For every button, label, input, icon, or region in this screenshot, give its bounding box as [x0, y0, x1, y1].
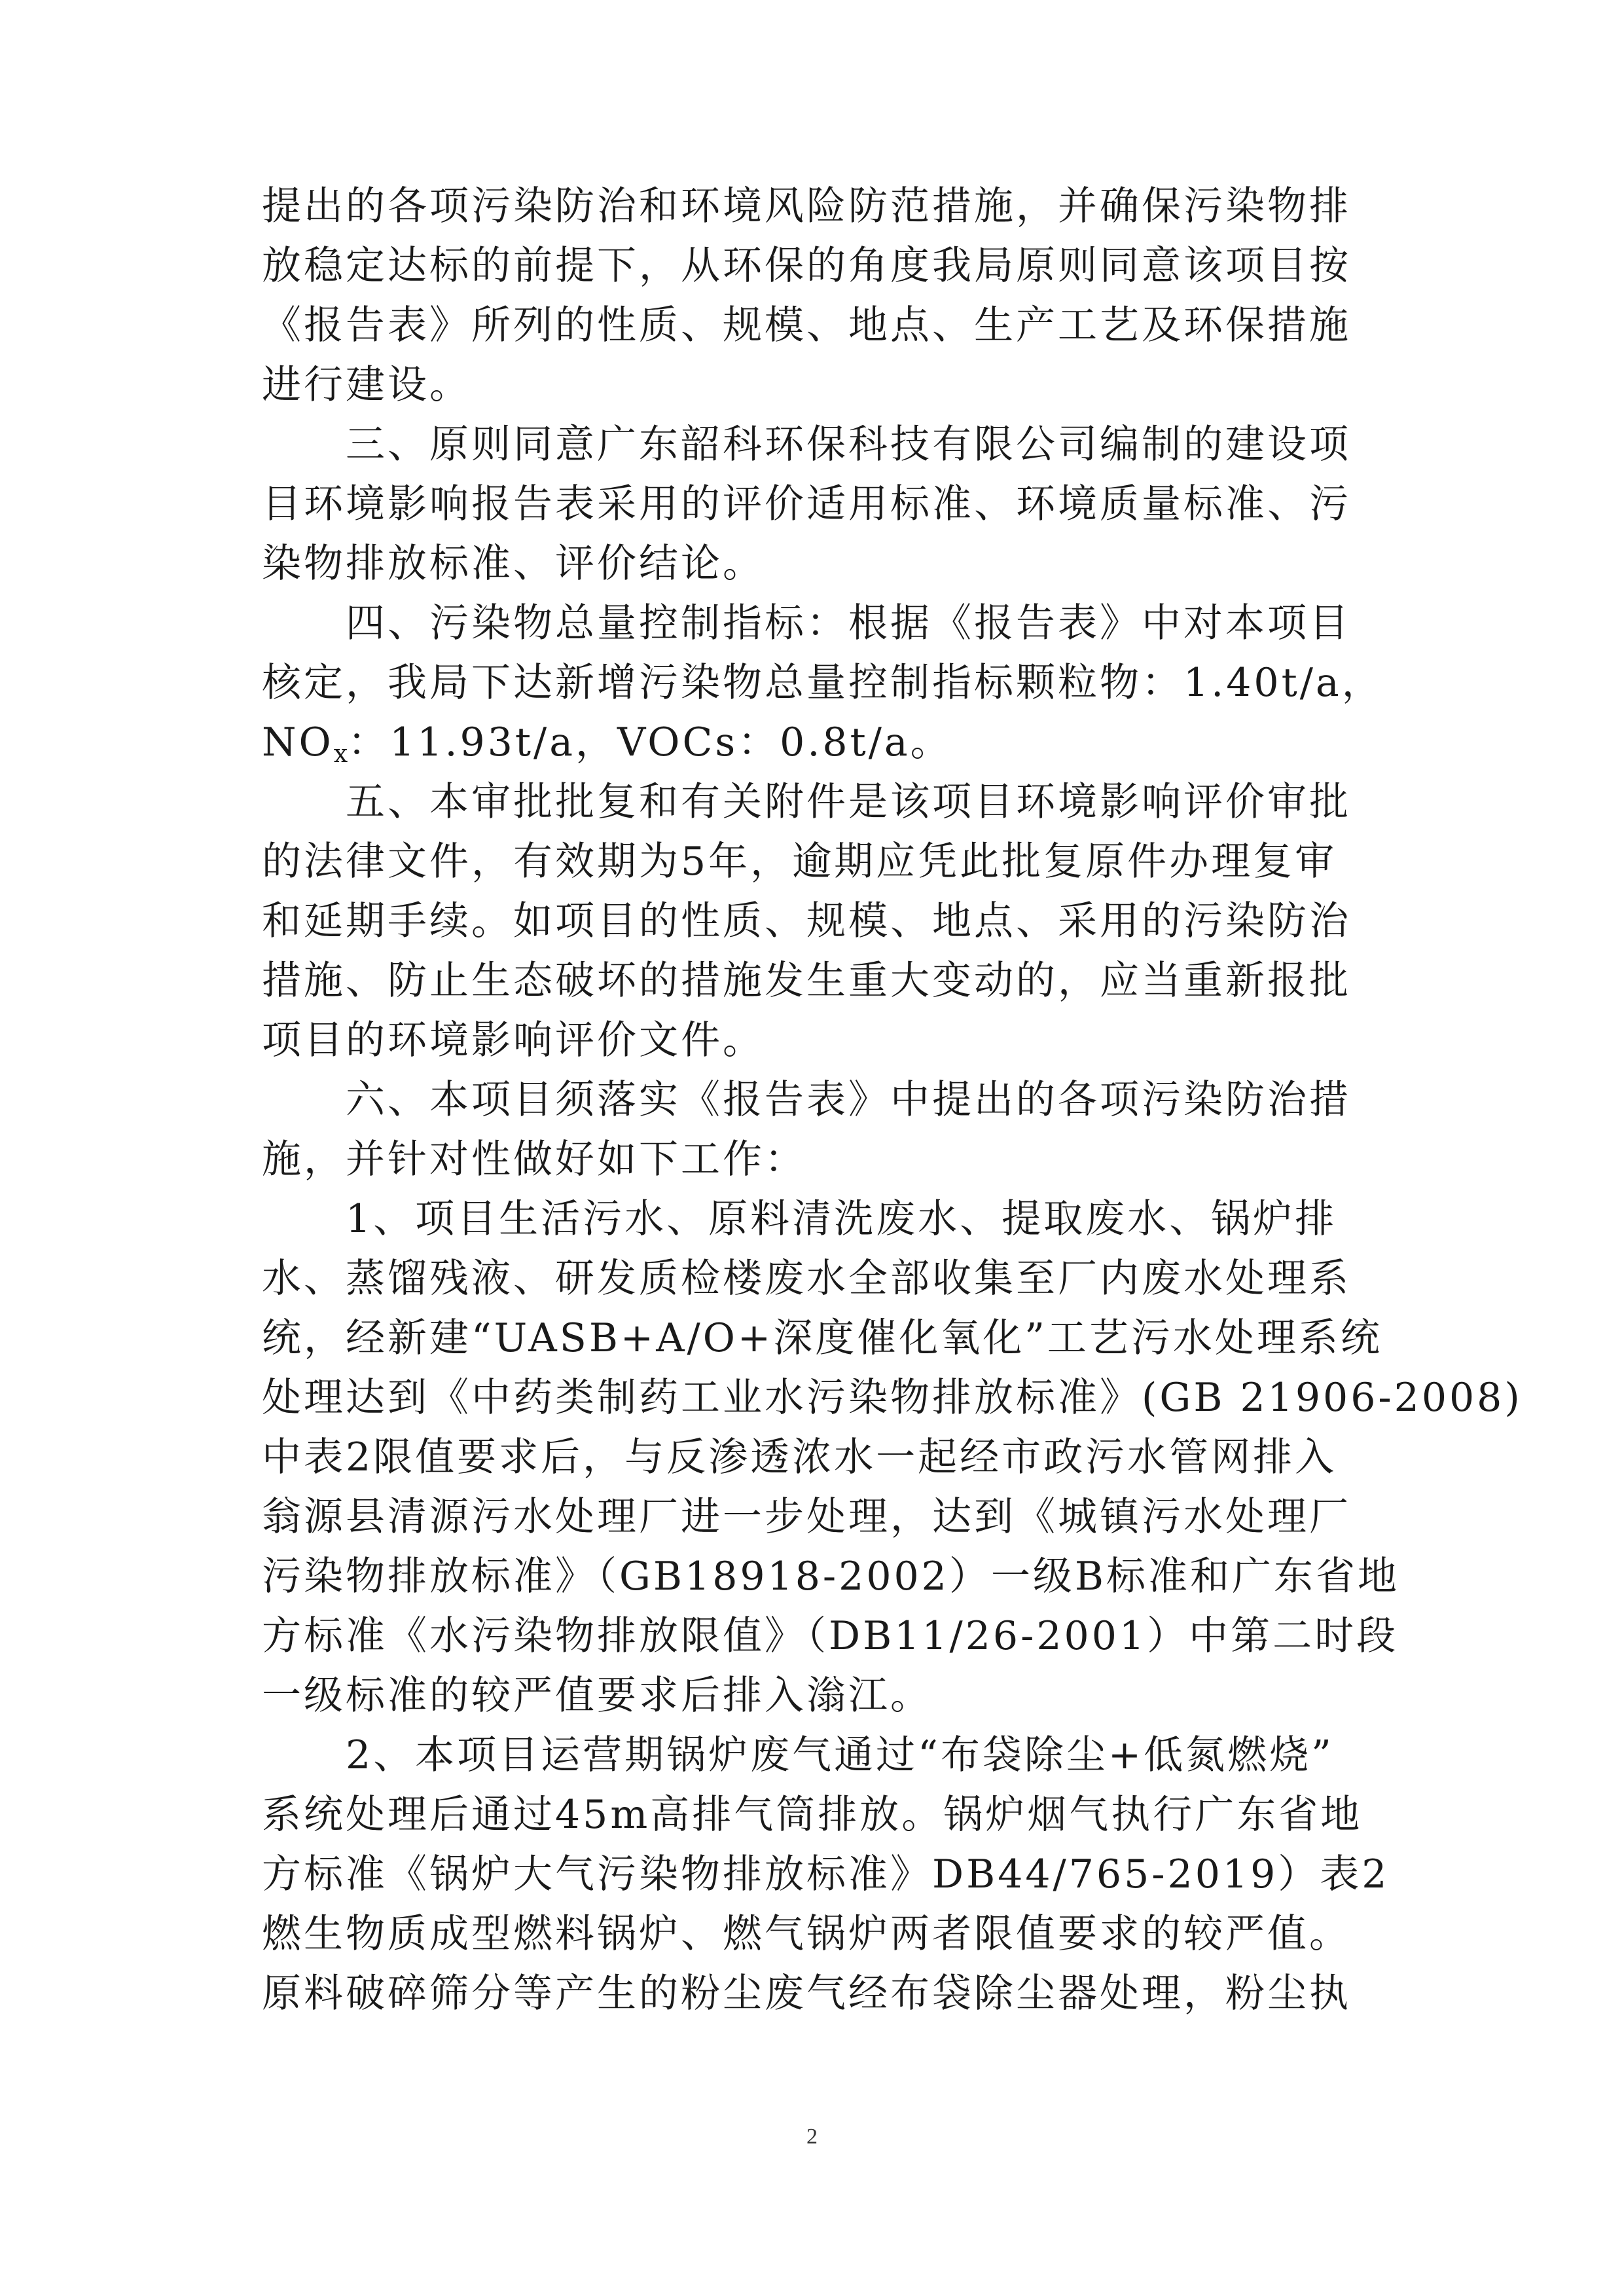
text-line: 统，经新建“UASB+A/O+深度催化氧化”工艺污水处理系统 [262, 1315, 1382, 1361]
nox-label: NO [262, 720, 334, 765]
text-line: 施，并针对性做好如下工作： [262, 1137, 806, 1182]
text-line: 提出的各项污染防治和环境风险防范措施，并确保污染物排 [262, 183, 1351, 229]
text-line: 和延期手续。如项目的性质、规模、地点、采用的污染防治 [262, 898, 1351, 944]
text-line: 一级标准的较严值要求后排入滃江。 [262, 1673, 932, 1719]
text-line: 《报告表》所列的性质、规模、地点、生产工艺及环保措施 [262, 302, 1351, 348]
text-line: 染物排放标准、评价结论。 [262, 541, 765, 587]
text-line: 措施、防止生态破坏的措施发生重大变动的，应当重新报批 [262, 958, 1351, 1004]
text-line: 翁源县清源污水处理厂进一步处理，达到《城镇污水处理厂 [262, 1494, 1351, 1540]
text-line: 污染物排放标准》（GB18918-2002）一级B标准和广东省地 [262, 1554, 1399, 1599]
item-one-start: 1、项目生活污水、原料清洗废水、提取废水、锅炉排 [346, 1196, 1337, 1242]
text-line: 方标准《水污染物排放限值》（DB11/26-2001）中第二时段 [262, 1613, 1399, 1659]
item-two-start: 2、本项目运营期锅炉废气通过“布袋除尘+低氮燃烧” [346, 1732, 1334, 1778]
paragraph-six-start: 六、本项目须落实《报告表》中提出的各项污染防治措 [346, 1077, 1351, 1123]
text-line: 项目的环境影响评价文件。 [262, 1017, 765, 1063]
text-line: 方标准《锅炉大气污染物排放标准》DB44/765-2019）表2 [262, 1851, 1390, 1897]
text-line: 原料破碎筛分等产生的粉尘废气经布袋除尘器处理，粉尘执 [262, 1971, 1351, 2016]
text-line: 水、蒸馏残液、研发质检楼废水全部收集至厂内废水处理系 [262, 1256, 1351, 1302]
text-line: 进行建设。 [262, 362, 471, 408]
nox-values: ：11.93t/a，VOCs：0.8t/a。 [348, 720, 952, 765]
text-line: 核定，我局下达新增污染物总量控制指标颗粒物：1.40t/a， [262, 660, 1384, 706]
nox-subscript: x [333, 739, 348, 768]
paragraph-three-start: 三、原则同意广东韶科环保科技有限公司编制的建设项 [346, 422, 1351, 467]
paragraph-five-start: 五、本审批批复和有关附件是该项目环境影响评价审批 [346, 779, 1351, 825]
paragraph-four-start: 四、污染物总量控制指标：根据《报告表》中对本项目 [346, 600, 1351, 646]
text-line: 处理达到《中药类制药工业水污染物排放标准》(GB 21906-2008) [262, 1375, 1523, 1421]
text-line-nox [262, 713, 1394, 773]
text-line: 中表2限值要求后，与反渗透浓水一起经市政污水管网排入 [262, 1434, 1337, 1480]
text-line: 燃生物质成型燃料锅炉、燃气锅炉两者限值要求的较严值。 [262, 1911, 1351, 1957]
text-line: 目环境影响报告表采用的评价适用标准、环境质量标准、污 [262, 481, 1351, 527]
text-line: 放稳定达标的前提下，从环保的角度我局原则同意该项目按 [262, 243, 1351, 289]
text-line: 的法律文件，有效期为5年，逾期应凭此批复原件办理复审 [262, 839, 1337, 884]
document-body [262, 177, 1523, 2024]
page-number: 2 [806, 2124, 818, 2149]
text-line: 系统处理后通过45m高排气筒排放。锅炉烟气执行广东省地 [262, 1792, 1363, 1838]
